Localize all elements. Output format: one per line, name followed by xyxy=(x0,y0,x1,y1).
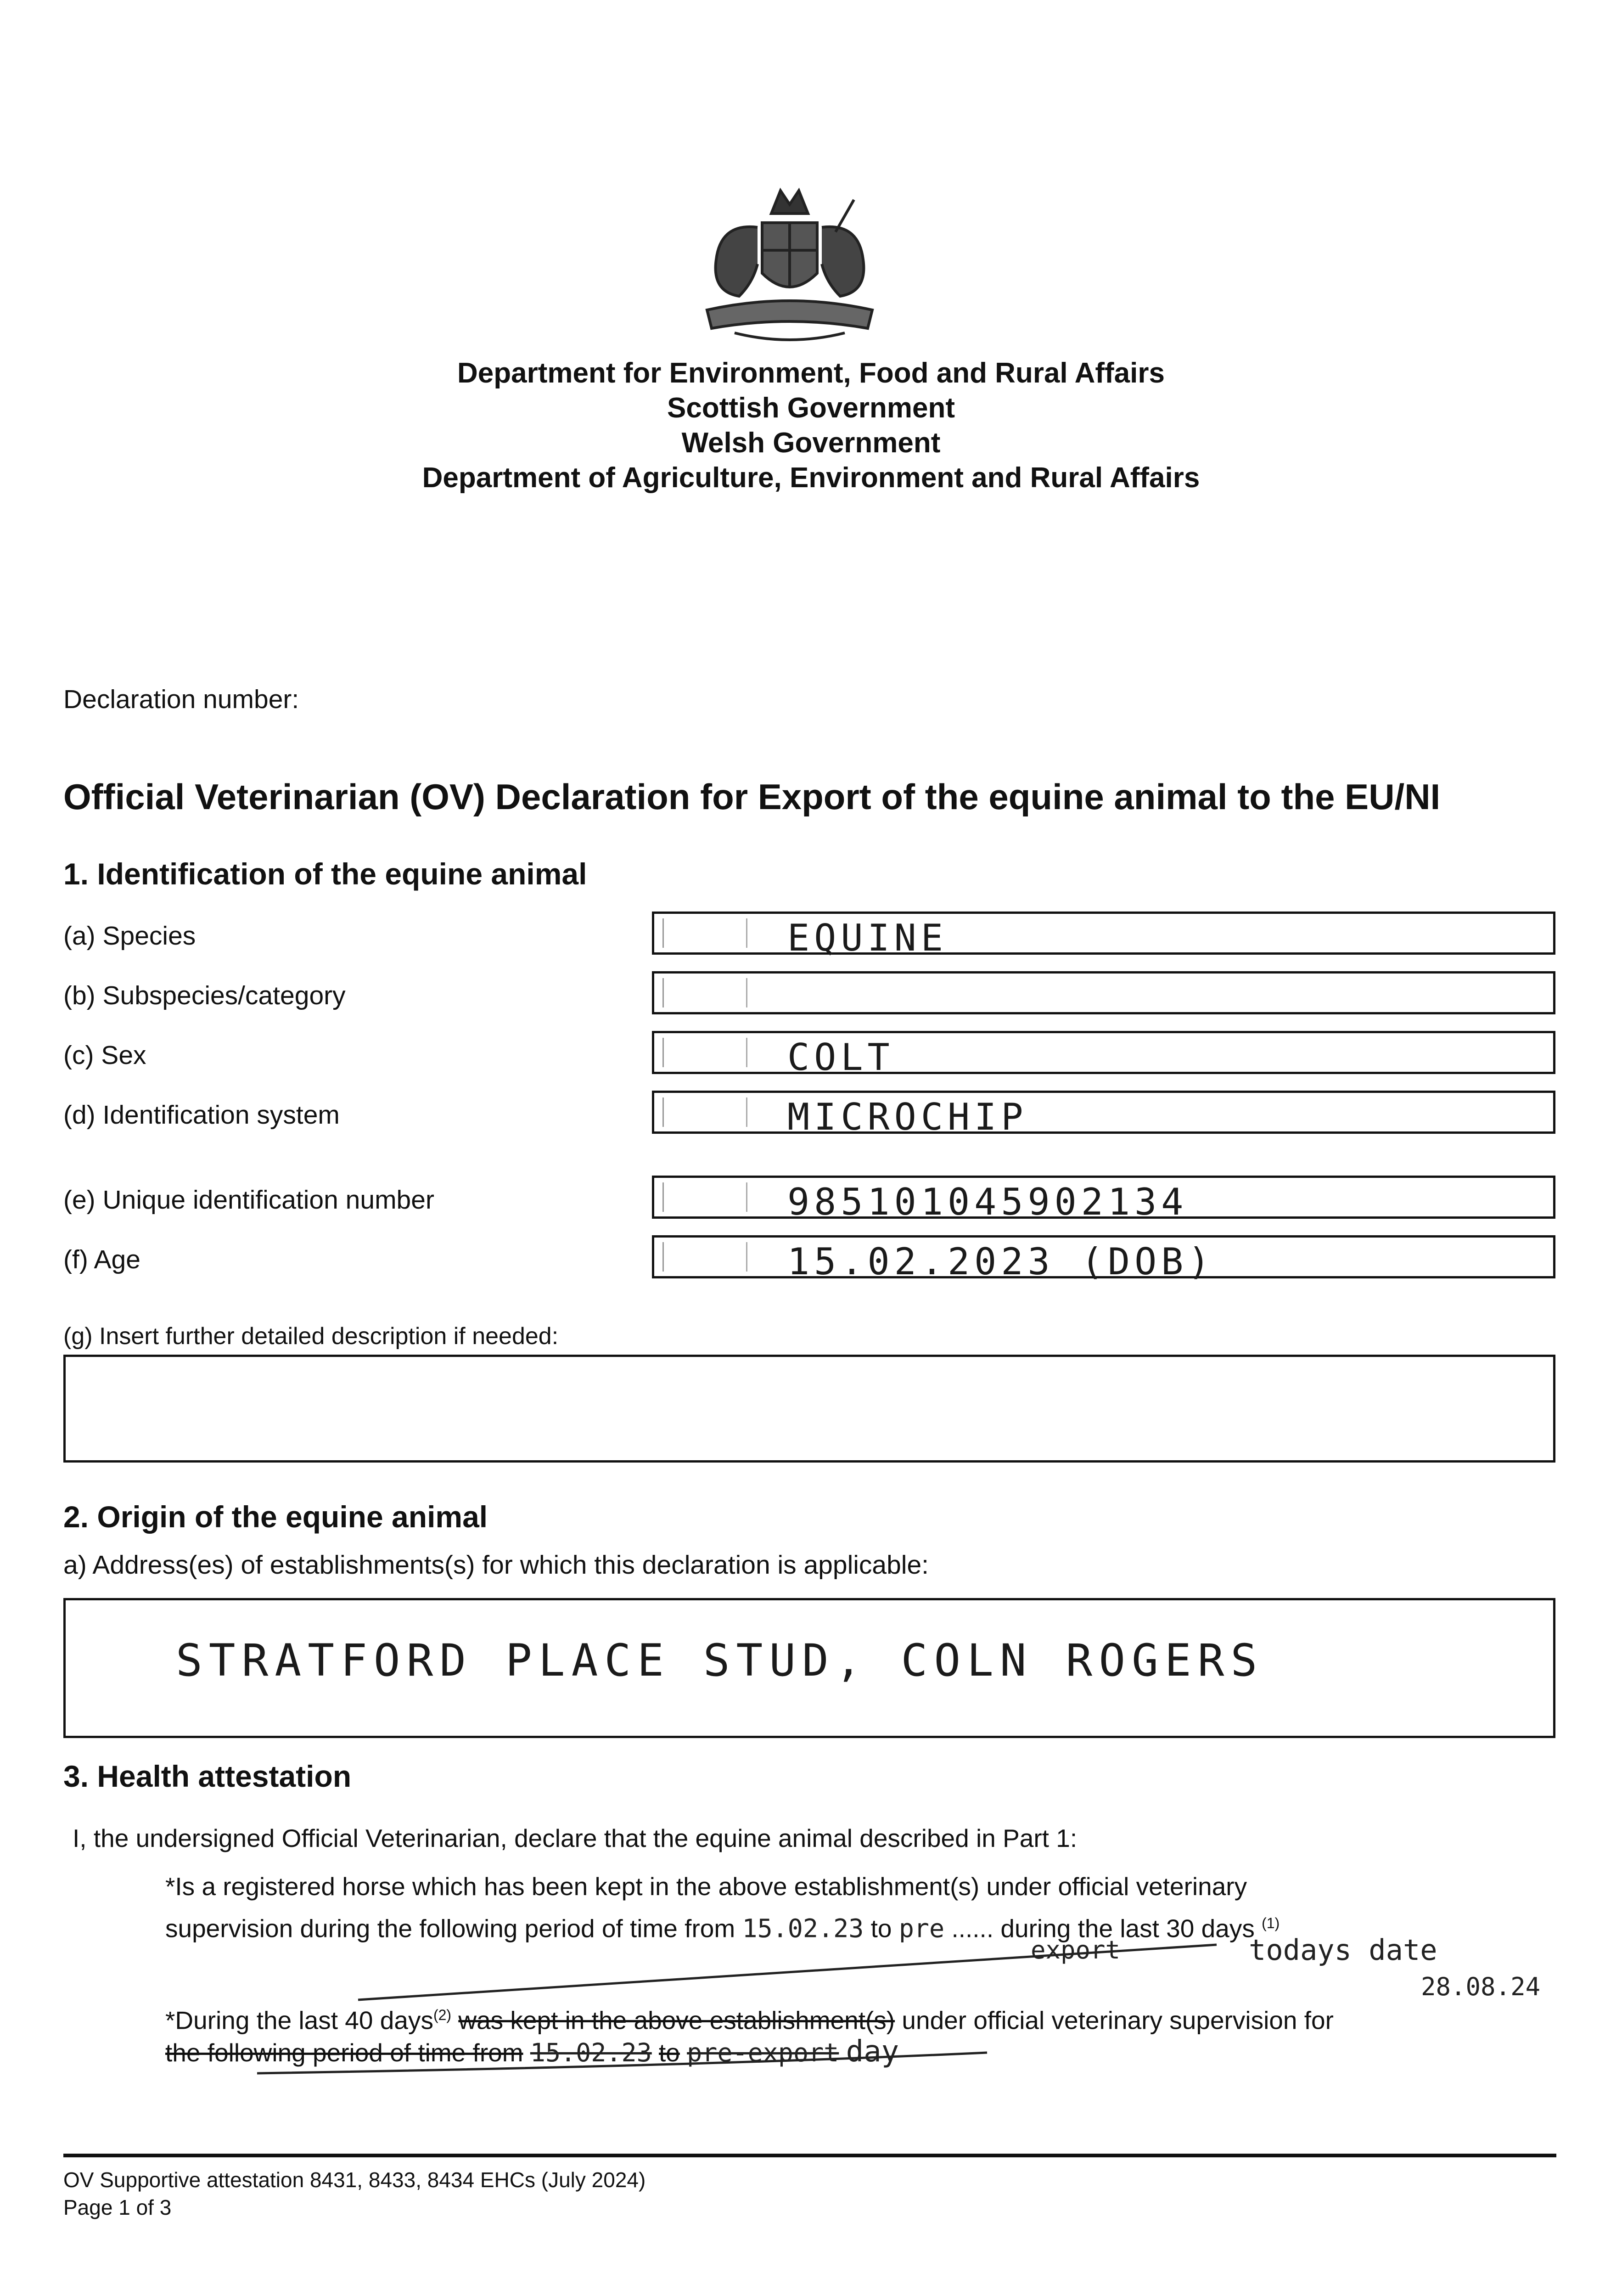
dept-scottish-government: Scottish Government xyxy=(667,392,955,424)
paragraph2-from-date: 15.02.23 xyxy=(530,2038,652,2067)
species-value: EQUINE xyxy=(787,917,948,959)
paragraph2-struck-line2: the following period of time from xyxy=(165,2038,523,2067)
footer-attestation-code: OV Supportive attestation 8431, 8433, 8434 EHCs (July 2024) xyxy=(63,2168,646,2192)
handwritten-todays-date: todays date xyxy=(1249,1933,1437,1967)
subspecies-label: (b) Subspecies/category xyxy=(63,981,346,1010)
footer-rule xyxy=(63,2154,1556,2157)
attestation-intro: I, the undersigned Official Veterinarian, declare that the equine animal described in Part 1: xyxy=(73,1824,1078,1852)
paragraph2-text-a: *During the last 40 days xyxy=(165,2006,433,2035)
identification-system-value: MICROCHIP xyxy=(787,1096,1028,1138)
species-label: (a) Species xyxy=(63,921,196,951)
paragraph1-from-date: 15.02.23 xyxy=(742,1913,864,1943)
paragraph1-line1: *Is a registered horse which has been kept in the above establishment(s) under official veterinary xyxy=(165,1872,1247,1901)
paragraph2-to-value: pre-export xyxy=(687,2038,839,2067)
paragraph1-text-a: supervision during the following period of time from xyxy=(165,1914,735,1943)
sex-label: (c) Sex xyxy=(63,1041,146,1070)
page-title: Official Veterinarian (OV) Declaration for Export of the equine animal to the EU/NI xyxy=(63,777,1441,817)
paragraph2-text-b: under official veterinary supervision for xyxy=(902,2006,1334,2035)
address-value: STRATFORD PLACE STUD, COLN ROGERS xyxy=(176,1635,1264,1686)
paragraph1-footnote: (1) xyxy=(1262,1915,1280,1931)
age-value: 15.02.2023 (DOB) xyxy=(787,1240,1215,1283)
paragraph2-footnote: (2) xyxy=(433,2007,452,2023)
section3-heading: 3. Health attestation xyxy=(63,1759,352,1793)
section2-heading: 2. Origin of the equine animal xyxy=(63,1500,488,1534)
handwritten-day: day xyxy=(846,2035,899,2069)
handwritten-export: export xyxy=(1031,1936,1121,1964)
dept-defra: Department for Environment, Food and Rural Affairs xyxy=(457,357,1165,389)
paragraph1-line2: supervision during the following period of time from 15.02.23 to pre ...... during the last 30 days $^{(1)}$ xyxy=(165,1913,1280,1943)
unique-id-label: (e) Unique identification number xyxy=(63,1185,434,1215)
age-label: (f) Age xyxy=(63,1245,140,1274)
paragraph1-to-value: pre xyxy=(898,1913,945,1943)
address-label: a) Address(es) of establishments(s) for which this declaration is applicable: xyxy=(63,1550,929,1580)
footer-page-number: Page 1 of 3 xyxy=(63,2195,172,2219)
dept-daera: Department of Agriculture, Environment and Rural Affairs xyxy=(422,462,1200,494)
paragraph1-to-word: to xyxy=(870,1914,892,1943)
sex-value: COLT xyxy=(787,1036,894,1079)
paragraph1-text-b: during the last 30 days xyxy=(1000,1914,1255,1943)
further-description-label: (g) Insert further detailed description if needed: xyxy=(63,1323,559,1350)
handwritten-date: 28.08.24 xyxy=(1421,1972,1541,2001)
identification-system-label: (d) Identification system xyxy=(63,1100,340,1130)
paragraph2-to-word: to xyxy=(659,2038,680,2067)
section1-heading: 1. Identification of the equine animal xyxy=(63,857,587,891)
dept-welsh-government: Welsh Government xyxy=(681,427,941,459)
paragraph2-struck-text: was kept in the above establishment(s) xyxy=(458,2006,895,2035)
declaration-number-label: Declaration number: xyxy=(63,685,299,714)
unique-id-value: 985101045902134 xyxy=(787,1181,1188,1223)
